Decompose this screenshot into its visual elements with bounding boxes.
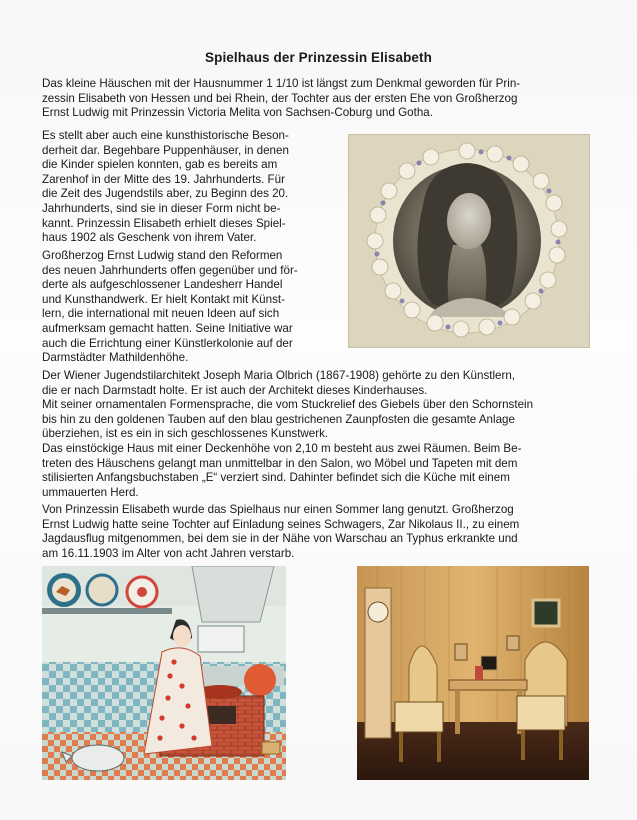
kitchen-image	[42, 566, 286, 780]
paragraph-grand-duke	[42, 249, 338, 366]
text-line: treten des Häuschens gelangt man unmittelbar in den Salon, wo Möbel und Tapeten mit dem	[42, 456, 518, 470]
text-line: die Kinder spielen konnten, gab es bereits am	[42, 158, 278, 172]
text-line: Von Prinzessin Elisabeth wurde das Spielhaus nur einen Sommer lang genutzt. Großherzog	[42, 503, 514, 516]
text-line: ummauerten Herd.	[42, 485, 139, 499]
text-line: derheit dar. Begehbare Puppenhäuser, in denen	[42, 143, 289, 157]
text-line: überziehen, ist es ein in sich geschlossenes Kunstwerk.	[42, 427, 329, 441]
portrait-image	[349, 135, 590, 348]
paragraph-art-history	[42, 129, 338, 246]
paragraph-intro	[42, 77, 602, 121]
kitchen-illustration	[42, 566, 286, 780]
text-line: Mit seiner ornamentalen Formensprache, die vom Stuckrelief des Giebels über den Schornstein	[42, 398, 534, 412]
text-line: am 16.11.1903 im Alter von acht Jahren verstarb.	[42, 546, 295, 560]
text-line: derte als aufgeschlossener Landesherr Handel	[42, 278, 283, 292]
text-line: Großherzog Ernst Ludwig stand den Reformen	[42, 249, 283, 262]
salon-image	[357, 566, 589, 780]
text-line: haus 1902 als Geschenk von ihrem Vater.	[42, 231, 257, 245]
text-line: Zarenhof in der Mitte des 19. Jahrhunderts. Für	[42, 172, 285, 186]
text-line: zessin Elisabeth von Hessen und bei Rhein, der Tochter aus der ersten Ehe von Großherzog	[42, 91, 518, 105]
text-line: lern, die international mit neuen Ideen auf sich	[42, 307, 280, 321]
text-line: Es stellt aber auch eine kunsthistorische Beson-	[42, 129, 289, 142]
text-line: aufmerksam gemacht hatten. Seine Initiative war	[42, 321, 293, 335]
text-line: bis hin zu den goldenen Tauben auf den blau gestrichenen Zaunpfosten die gesamte Anlage	[42, 412, 515, 426]
page-title: Spielhaus der Prinzessin Elisabeth	[205, 50, 432, 65]
text-line: stilisierten Anfangsbuchstaben „E“ verziert sind. Dahinter befindet sich die Küche mit einem	[42, 471, 510, 485]
text-line: Ernst Ludwig mit Prinzessin Victoria Melita von Sachsen-Coburg und Gotha.	[42, 106, 433, 120]
salon-photo	[357, 566, 589, 780]
text-line: kannt. Prinzessin Elisabeth erhielt dieses Spiel-	[42, 216, 286, 230]
text-line: Das einstöckige Haus mit einer Deckenhöhe von 2,10 m besteht aus zwei Räumen. Beim Be-	[42, 441, 522, 455]
portrait-photo	[348, 134, 590, 348]
text-line: die Zeit des Jugendstils aber, zu Beginn des 20.	[42, 187, 289, 201]
text-line: Jahrhunderts, sind sie in dieser Form nicht be-	[42, 201, 281, 215]
text-line: Jagdausflug mitgenommen, bei dem sie in der Nähe von Warschau an Typhus erkrankte und	[42, 532, 518, 546]
text-line: die er nach Darmstadt holte. Er ist auch der Architekt dieses Kinderhauses.	[42, 383, 428, 397]
text-line: Das kleine Häuschen mit der Hausnummer 1 1/10 ist längst zum Denkmal geworden für Prin-	[42, 77, 521, 90]
text-line: des neuen Jahrhunderts offen gegenüber und för-	[42, 263, 298, 277]
text-line: auch die Errichtung einer Künstlerkolonie auf der	[42, 336, 293, 350]
text-line: Der Wiener Jugendstilarchitekt Joseph Maria Olbrich (1867-1908) gehörte zu den Künstlern,	[42, 369, 516, 382]
text-line: Darmstädter Mathildenhöhe.	[42, 351, 189, 365]
text-line: Ernst Ludwig hatte seine Tochter auf Einladung seines Schwagers, Zar Nikolaus II., zu einem	[42, 517, 520, 531]
paragraph-olbrich	[42, 369, 602, 500]
paragraph-fate	[42, 503, 602, 561]
text-line: und Kunsthandwerk. Er hielt Kontakt mit Künst-	[42, 292, 285, 306]
